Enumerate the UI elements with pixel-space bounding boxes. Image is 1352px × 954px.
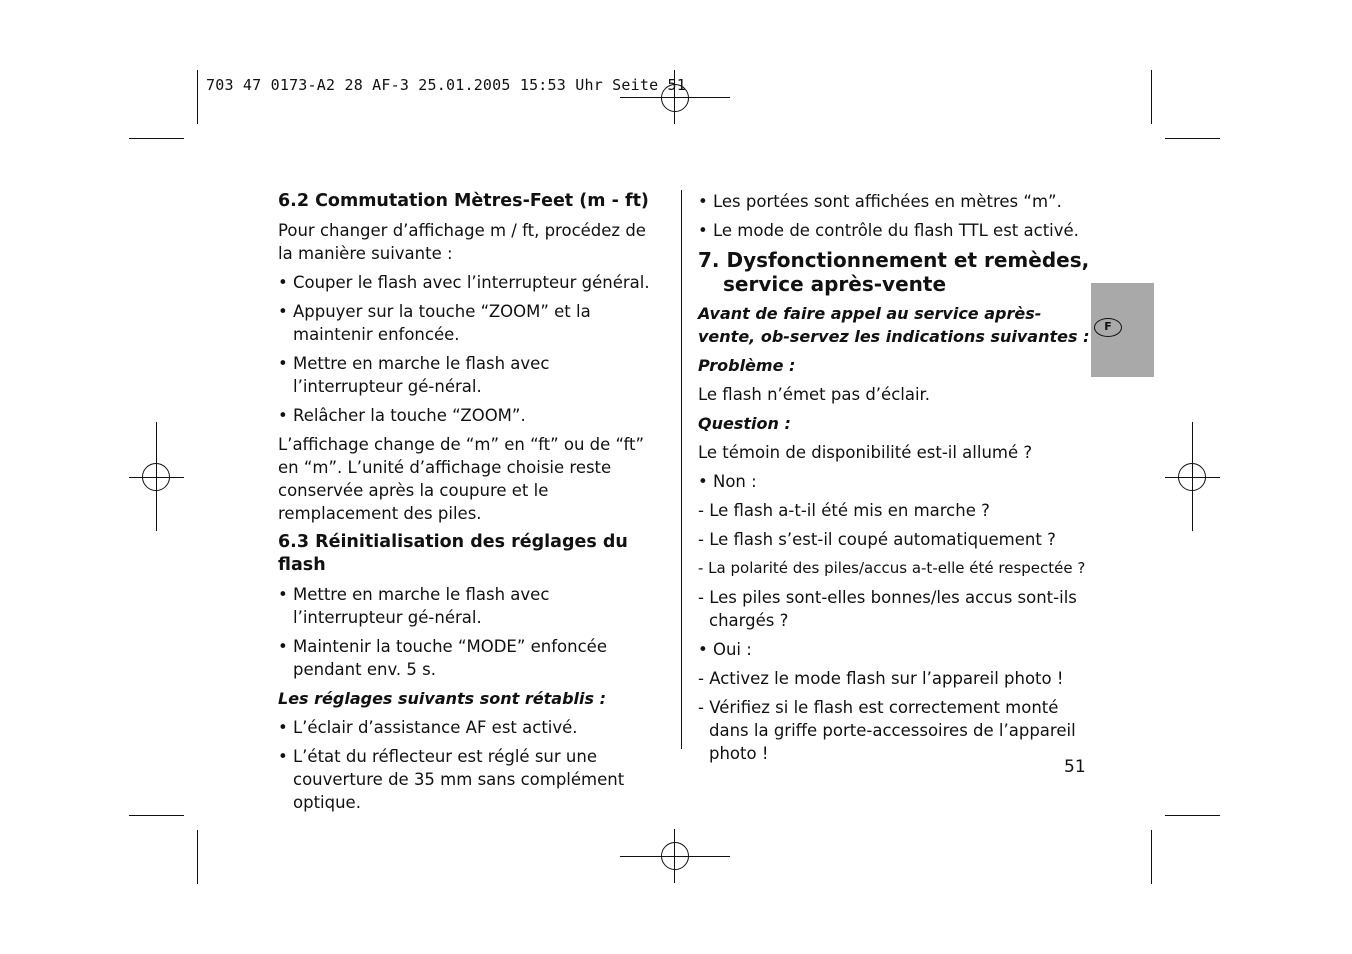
list-item: - Le flash a-t-il été mis en marche ? (698, 501, 990, 520)
list-item: - Vérifiez si le flash est correctement monté dans la griffe porte-accessoires de l’appareil photo ! (698, 698, 1076, 763)
list-item: - La polarité des piles/accus a-t-elle été respectée ? (698, 559, 1086, 577)
crop-mark (197, 830, 198, 884)
page-number: 51 (1064, 757, 1086, 777)
list-item: • Les portées sont affichées en mètres “m”. (698, 192, 1062, 211)
section-result: L’affichage change de “m” en “ft” ou de “ft” en “m”. L’unité d’affichage choisie reste conservée après la coupure et le remplacement des piles. (278, 435, 645, 523)
section-intro: Pour changer d’affichage m / ft, procédez de la manière suivante : (278, 221, 646, 263)
list-item: • Mettre en marche le flash avec l’interrupteur gé-néral. (278, 585, 550, 627)
crop-mark (197, 70, 198, 124)
list-item: • Le mode de contrôle du flash TTL est activé. (698, 221, 1079, 240)
list-item: • Relâcher la touche “ZOOM”. (278, 406, 526, 425)
list-item: - Les piles sont-elles bonnes/les accus sont-ils chargés ? (698, 588, 1077, 630)
crop-mark (129, 815, 184, 816)
crop-mark (1165, 815, 1220, 816)
registration-circle (661, 842, 689, 870)
crop-mark (1151, 70, 1152, 124)
service-notice: Avant de faire appel au service après-vente, ob-servez les indications suivantes : (698, 304, 1090, 346)
crop-mark (1165, 138, 1220, 139)
print-slug: 703 47 0173-A2 28 AF-3 25.01.2005 15:53 Uhr Seite 51 (206, 76, 686, 94)
list-item: • Couper le flash avec l’interrupteur général. (278, 273, 650, 292)
section-heading-7: 7. Dysfonctionnement et remèdes, service après-vente (698, 248, 1090, 296)
language-badge: F (1094, 318, 1122, 337)
no-label: • Non : (698, 472, 757, 491)
column-divider (681, 190, 682, 749)
list-item: • Maintenir la touche “MODE” enfoncée pendant env. 5 s. (278, 637, 607, 679)
list-item: • Mettre en marche le flash avec l’interrupteur gé-néral. (278, 354, 550, 396)
section-heading-6-2: 6.2 Commutation Mètres-Feet (m - ft) (278, 191, 649, 211)
list-item: - Activez le mode flash sur l’appareil photo ! (698, 669, 1064, 688)
list-item: • L’éclair d’assistance AF est activé. (278, 718, 578, 737)
registration-circle (1178, 463, 1206, 491)
list-item: - Le flash s’est-il coupé automatiquement ? (698, 530, 1056, 549)
registration-circle (142, 463, 170, 491)
left-column (278, 190, 663, 820)
section-heading-6-3: 6.3 Réinitialisation des réglages du flash (278, 532, 628, 575)
crop-mark (1151, 830, 1152, 884)
question-text: Le témoin de disponibilité est-il allumé ? (698, 443, 1033, 462)
list-item: • L’état du réflecteur est réglé sur une couverture de 35 mm sans complément optique. (278, 747, 625, 812)
problem-text: Le flash n’émet pas d’éclair. (698, 385, 931, 404)
crop-mark (129, 138, 184, 139)
list-item: • Appuyer sur la touche “ZOOM” et la maintenir enfoncée. (278, 302, 591, 344)
yes-label: • Oui : (698, 640, 752, 659)
right-column (698, 190, 1090, 771)
question-label: Question : (698, 414, 791, 433)
problem-label: Problème : (698, 356, 796, 375)
restored-label: Les réglages suivants sont rétablis : (278, 689, 606, 708)
